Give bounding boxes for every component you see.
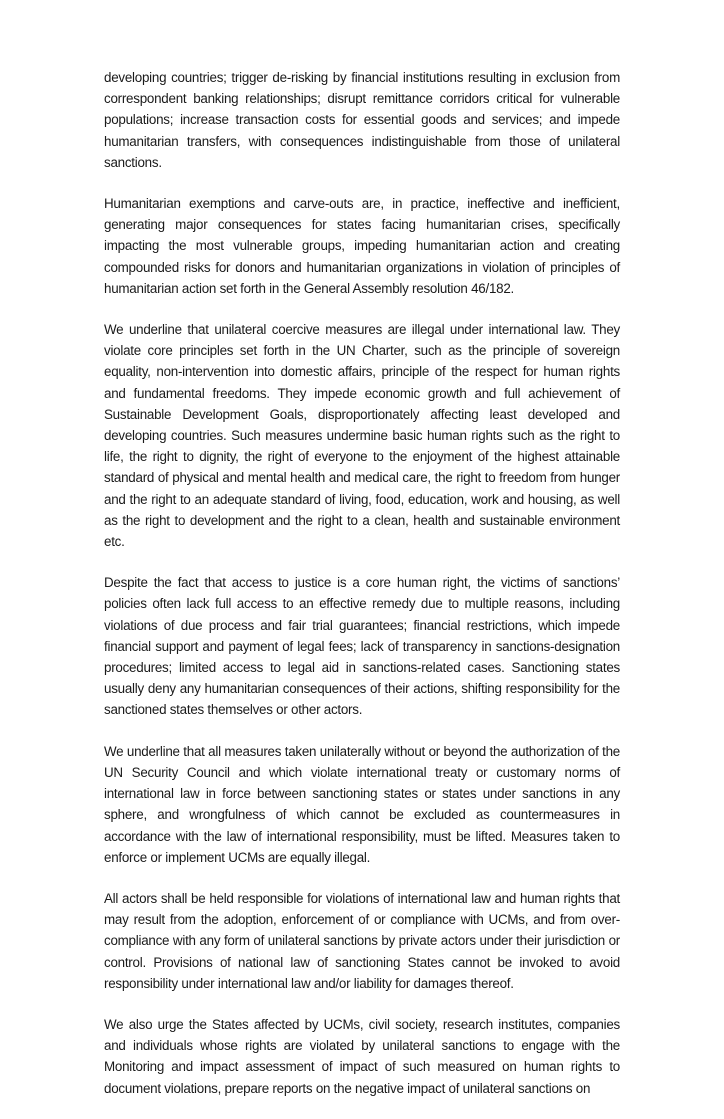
paragraph-ucm-illegality: We underline that unilateral coercive measures are illegal under international law. They violate core principles set forth in the UN Charter, such as the principle of sovereign equality, non-intervention into domestic affairs, principle of the respect for human rights and fundamental freedoms. They impede economic growth and full achievement of Sustainable Development Goals, disproportionately affecting least developed and developing countries. Such measures undermine basic human rights such as the right to life, the right to dignity, the right of everyone to the enjoyment of the highest attainable standard of physical and mental health and medical care, the right to freedom from hunger and the right to an adequate standard of living, food, education, work and housing, as well as the right to development and the right to a clean, health and sustainable environment etc. — [104, 322, 620, 550]
paragraph-measures-must-be-lifted: We underline that all measures taken unilaterally without or beyond the authorization of the UN Security Council and which violate international treaty or customary norms of international law in force between sanctioning states or states under sanctions in any sphere, and wrongfulness of which cannot be excluded as countermeasures in accordance with the law of international responsibility, must be lifted. Measures taken to enforce or implement UCMs are equally illegal. — [104, 743, 620, 865]
paragraph-financial-derisking: developing countries; trigger de-risking by financial institutions resulting in exclusion from correspondent banking relationships; disrupt remittance corridors critical for vulnerable populations; increase transaction costs for essential goods and services; and impede humanitarian transfers, with consequences indistinguishable from those of unilateral sanctions. — [104, 70, 620, 170]
paragraph-humanitarian-exemptions: Humanitarian exemptions and carve-outs are, in practice, ineffective and inefficient, generating major consequences for states facing humanitarian crises, specifically impacting the most vulnerable groups, impeding humanitarian action and creating compounded risks for donors and humanitarian organizations in violation of principles of humanitarian action set forth in the General Assembly resolution 46/182. — [104, 196, 620, 296]
paragraph-access-to-justice: Despite the fact that access to justice is a core human right, the victims of sanctions’ policies often lack full access to an effective remedy due to multiple reasons, including violations of due process and fair trial guarantees; financial restrictions, which impede financial support and payment of legal fees; lack of transparency in sanctions-designation procedures; limited access to legal aid in sanctions-related cases. Sanctioning states usually deny any humanitarian consequences of their actions, shifting responsibility for the sanctioned states themselves or other actors. — [104, 575, 620, 718]
paragraph-urge-states: We also urge the States affected by UCMs, civil society, research institutes, companies and individuals whose rights are violated by unilateral sanctions to engage with the Monitoring and impact assessment of impact of such measured on human rights to document violations, prepare reports on the negative impact of unilateral sanctions on — [104, 1016, 620, 1096]
paragraph-actor-responsibility: All actors shall be held responsible for violations of international law and human rights that may result from the adoption, enforcement of or compliance with UCMs, and from over-compliance with any form of unilateral sanctions by private actors under their jurisdiction or control. Provisions of national law of sanctioning States cannot be invoked to avoid responsibility under international law and/or liability for damages thereof. — [104, 890, 620, 991]
document-page — [104, 67, 620, 1119]
